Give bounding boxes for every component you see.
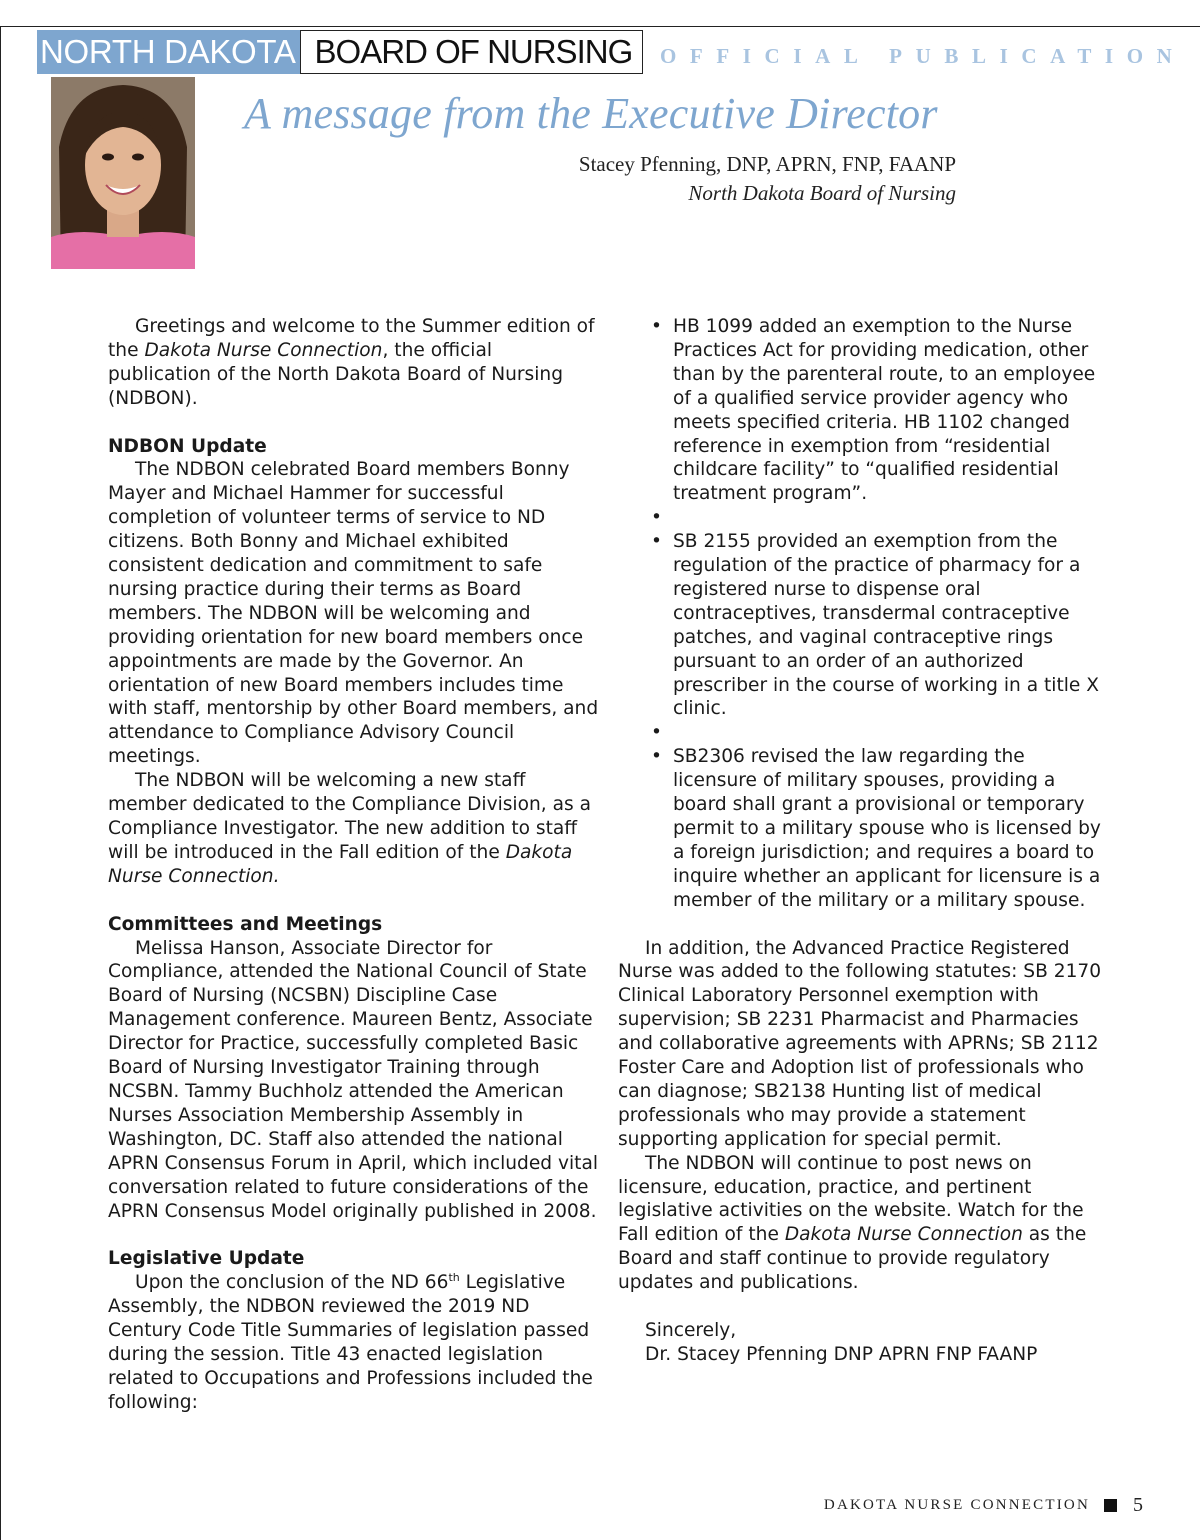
aprn-statutes-paragraph: In addition, the Advanced Practice Registered Nurse was added to the following statutes: SB 2170 Clinical Laboratory Personnel exemption with supervision; SB 2231 Pharmacist and Pharmacies and collaborative agreements with APRNs; SB 2112 Foster Care and Adoption list of professionals who can diagnose; SB2138 Hunting list of medical professionals who may provide a statement supporting application for special permit. bbox=[618, 937, 1102, 1150]
list-item: • SB2306 revised the law regarding the licensure of military spouses, providing a board shall grant a provisional or temporary permit to a military spouse who is licensed by a foreign jurisdiction; and requires a board to inquire whether an applicant for licensure is a member of the military or a military spouse. bbox=[618, 745, 1108, 912]
committees-paragraph: Melissa Hanson, Associate Director for Compliance, attended the National Council of State Board of Nursing (NCSBN) Discipline Case Management conference. Maureen Bentz, Associate Director for Practice, successfully completed Basic Board of Nursing Investigator Training through NCSBN. Tammy Buchholz attended the American Nurses Association Membership Assembly in Washington, DC. Staff also attended the national APRN Consensus Forum in April, which included vital conversation related to future considerations of the APRN Consensus Model originally published in 2008. bbox=[108, 937, 599, 1222]
list-item: • HB 1099 added an exemption to the Nurse Practices Act for providing medication, other than by the parenteral route, to an employee of a qualified service provider agency who meets specified criteria. HB 1102 changed reference in exemption from “residential childcare facility” to “qualified residential treatment program”. bbox=[618, 315, 1108, 506]
publication-title: Dakota Nurse Connection bbox=[144, 339, 383, 361]
page-headline: A message from the Executive Director bbox=[244, 89, 938, 138]
legislative-text-end: Legislative Assembly, the NDBON reviewed the 2019 ND Century Code Title Summaries of legislation passed during the session. Title 43 enacted legislation related to Occupations and Professions included the following: bbox=[108, 1272, 593, 1413]
masthead bbox=[37, 30, 643, 74]
new-staff-text: The NDBON will be welcoming a new staff member dedicated to the Compliance Division, as a Compliance Investigator. The new addition to staff will be introduced in the Fall edition of the bbox=[108, 770, 591, 863]
legislation-list bbox=[618, 315, 1108, 913]
author-organization: North Dakota Board of Nursing bbox=[688, 181, 956, 205]
top-rule bbox=[0, 26, 1200, 27]
sign-off: Sincerely, bbox=[645, 1320, 737, 1341]
byline bbox=[579, 150, 956, 208]
intro-paragraph bbox=[108, 315, 600, 411]
list-item: • SB 2155 provided an exemption from the regulation of the practice of pharmacy for a registered nurse to dispense oral contraceptives, transdermal contraceptive patches, and vaginal contraceptive rings pursuant to an order of an authorized prescriber in the course of working in a title X clinic. bbox=[618, 530, 1108, 721]
new-staff-paragraph bbox=[108, 769, 600, 889]
left-column bbox=[108, 315, 600, 1415]
page-footer bbox=[824, 1494, 1143, 1517]
closing-paragraph bbox=[618, 1152, 1108, 1295]
legislative-heading: Legislative Update bbox=[108, 1248, 305, 1270]
closing-text: The NDBON will continue to post news on licensure, education, practice, and pertinent legislative activities on the website. Watch for the Fall edition of the bbox=[618, 1152, 1084, 1246]
legislative-paragraph bbox=[108, 1271, 600, 1414]
publication-title: Dakota Nurse Connection. bbox=[108, 841, 573, 887]
official-publication-label: OFFICIAL PUBLICATION bbox=[660, 44, 1186, 68]
footer-square-icon bbox=[1104, 1499, 1117, 1512]
ordinal-suffix: th bbox=[448, 1271, 460, 1285]
publication-title: Dakota Nurse Connection bbox=[784, 1224, 1023, 1246]
intro-text-end: , the official publication of the North Dakota Board of Nursing (NDBON). bbox=[108, 339, 563, 409]
signature-name: Dr. Stacey Pfenning DNP APRN FNP FAANP bbox=[645, 1343, 1038, 1365]
right-column bbox=[618, 315, 1108, 1367]
author-name: Stacey Pfenning, DNP, APRN, FNP, FAANP bbox=[578, 152, 956, 176]
legislative-text: Upon the conclusion of the ND 66 bbox=[135, 1272, 449, 1294]
intro-text: Greetings and welcome to the Summer edition of the bbox=[108, 316, 595, 361]
masthead-state: NORTH DAKOTA bbox=[37, 30, 300, 74]
closing-text-end: as the Board and staff continue to provide regulatory updates and publications. bbox=[618, 1224, 1087, 1294]
committees-heading: Committees and Meetings bbox=[108, 913, 383, 935]
left-rule bbox=[0, 26, 1, 1540]
ndbon-update-paragraph: The NDBON celebrated Board members Bonny Mayer and Michael Hammer for successful completion of volunteer terms of service to ND citizens. Both Bonny and Michael exhibited consistent dedication and commitment to safe nursing practice during their terms as Board members. The NDBON will be welcoming and providing orientation for new board members once appointments are made by the Governor. An orientation of new Board members includes time with staff, mentorship by other Board members, and attendance to Compliance Advisory Council meetings. bbox=[108, 459, 599, 768]
page-number: 5 bbox=[1133, 1494, 1143, 1516]
masthead-board: BOARD OF NURSING bbox=[300, 30, 644, 74]
director-portrait bbox=[51, 77, 195, 269]
footer-publication: DAKOTA NURSE CONNECTION bbox=[823, 1497, 1090, 1513]
ndbon-update-heading: NDBON Update bbox=[108, 435, 267, 457]
